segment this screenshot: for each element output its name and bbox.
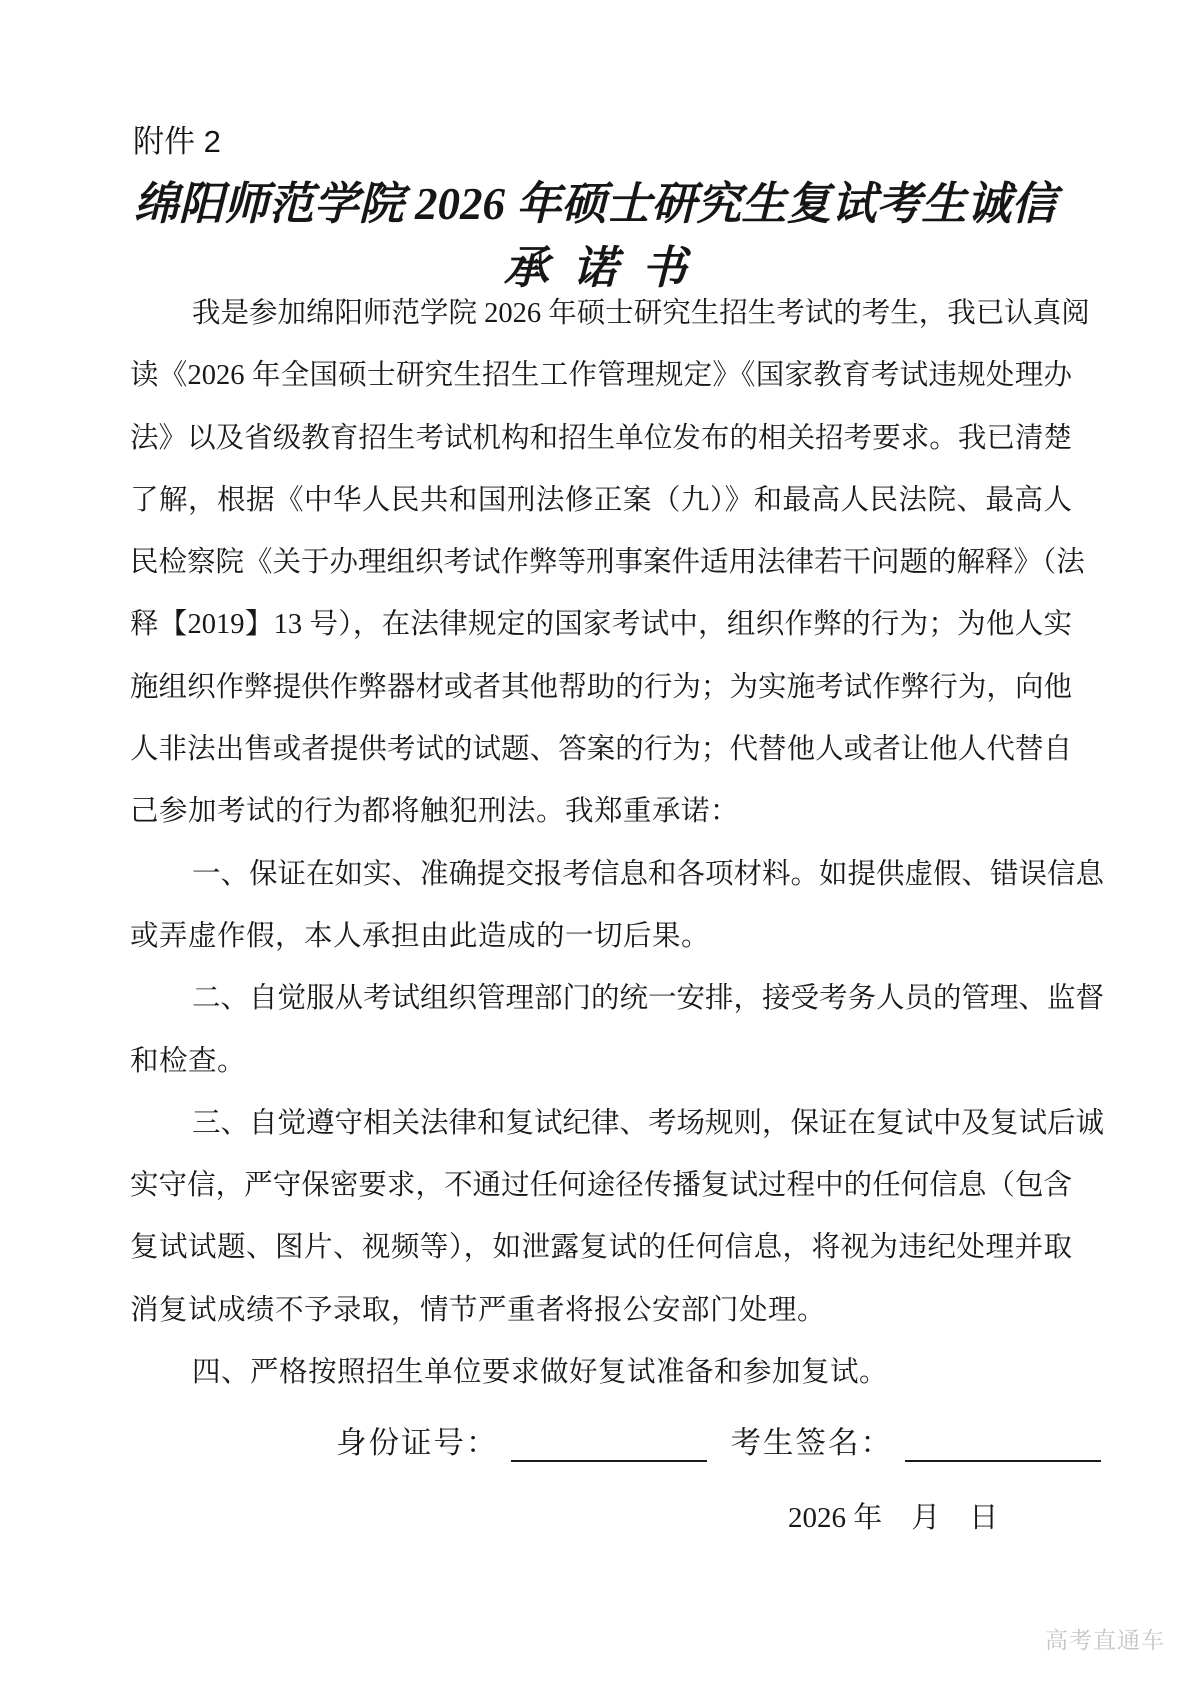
attachment-label: 附件 2 bbox=[133, 124, 221, 159]
signature-row bbox=[336, 1424, 1101, 1462]
body-line: 我是参加绵阳师范学院 2026 年硕士研究生招生考试的考生，我已认真阅 bbox=[192, 298, 1090, 329]
body-line: 释【2019】13 号），在法律规定的国家考试中，组织作弊的行为；为他人实 bbox=[130, 609, 1072, 641]
body-line: 法》以及省级教育招生考试机构和招生单位发布的相关招考要求。我已清楚 bbox=[130, 422, 1072, 454]
candidate-signature-blank-field[interactable] bbox=[905, 1424, 1101, 1462]
body-line: 二、自觉服从考试组织管理部门的统一安排，接受考务人员的管理、监督 bbox=[192, 983, 1105, 1015]
title-line-2: 承诺书 bbox=[503, 243, 711, 293]
body-line: 实守信，严守保密要求，不通过任何途径传播复试过程中的任何信息（包含 bbox=[130, 1170, 1072, 1202]
watermark-text: 高考直通车 bbox=[1045, 1627, 1165, 1653]
body-line: 民检察院《关于办理组织考试作弊等刑事案件适用法律若干问题的解释》（法 bbox=[130, 547, 1085, 579]
body-line: 施组织作弊提供作弊器材或者其他帮助的行为；为实施考试作弊行为，向他 bbox=[130, 671, 1072, 703]
body-line: 或弄虚作假，本人承担由此造成的一切后果。 bbox=[130, 920, 711, 952]
document-body bbox=[130, 283, 1105, 1404]
date-line: 2026 年 月 日 bbox=[788, 1502, 999, 1534]
body-line: 一、保证在如实、准确提交报考信息和各项材料。如提供虚假、错误信息 bbox=[192, 858, 1105, 890]
body-line: 己参加考试的行为都将触犯刑法。我郑重承诺： bbox=[130, 796, 740, 828]
id-number-label: 身份证号： bbox=[336, 1426, 499, 1460]
body-line: 消复试成绩不予录取，情节严重者将报公安部门处理。 bbox=[130, 1294, 827, 1326]
candidate-signature-label: 考生签名： bbox=[730, 1426, 893, 1460]
body-line: 了解，根据《中华人民共和国刑法修正案（九）》和最高人民法院、最高人 bbox=[130, 484, 1072, 516]
body-line: 四、严格按照招生单位要求做好复试准备和参加复试。 bbox=[192, 1357, 889, 1389]
id-number-blank-field[interactable] bbox=[511, 1424, 707, 1462]
body-line: 读《2026 年全国硕士研究生招生工作管理规定》《国家教育考试违规处理办 bbox=[130, 360, 1072, 392]
body-line: 和检查。 bbox=[130, 1045, 247, 1077]
body-line: 三、自觉遵守相关法律和复试纪律、考场规则，保证在复试中及复试后诚 bbox=[192, 1107, 1105, 1139]
document-title bbox=[0, 172, 1190, 300]
body-line: 人非法出售或者提供考试的试题、答案的行为；代替他人或者让他人代替自 bbox=[130, 734, 1072, 766]
body-line: 复试试题、图片、视频等），如泄露复试的任何信息，将视为违纪处理并取 bbox=[130, 1232, 1072, 1264]
title-line-1: 绵阳师范学院 2026 年硕士研究生复试考生诚信 bbox=[133, 179, 1057, 229]
